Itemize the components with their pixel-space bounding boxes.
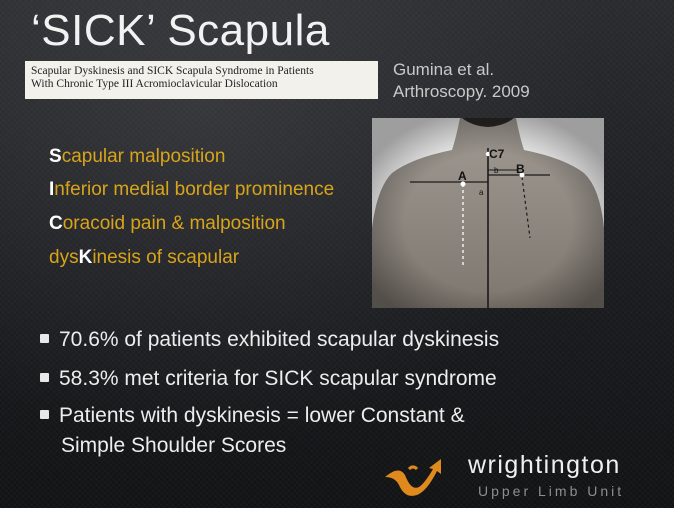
reference-journal: Arthroscopy. 2009 [393, 82, 530, 101]
scapula-photo [372, 118, 604, 308]
slide-title: ‘SICK’ Scapula [31, 6, 330, 55]
acronym-s: Scapular malposition [49, 146, 226, 167]
label-b: B [516, 162, 525, 176]
label-small-b: b [494, 166, 499, 175]
acronym-k: dysKinesis of scapular [49, 247, 240, 268]
paper-title-line2: With Chronic Type III Acromioclavicular Dislocation [31, 78, 278, 90]
bullet-3-continuation: Simple Shoulder Scores [61, 434, 287, 457]
bullet-3: Patients with dyskinesis = lower Constant & [40, 404, 465, 428]
label-small-a: a [479, 188, 484, 197]
bullet-marker-icon [40, 373, 49, 382]
acronym-i: Inferior medial border prominence [49, 179, 335, 200]
logo-subtitle: Upper Limb Unit [478, 483, 625, 499]
acronym-c: Coracoid pain & malposition [49, 213, 286, 234]
bullet-2: 58.3% met criteria for SICK scapular syndrome [40, 367, 497, 391]
bullet-marker-icon [40, 334, 49, 343]
bullet-1: 70.6% of patients exhibited scapular dyskinesis [40, 328, 499, 352]
label-c7: C7 [489, 147, 505, 161]
reference-author: Gumina et al. [393, 60, 495, 79]
logo-wordmark: wrightington [468, 451, 621, 479]
reference [393, 59, 530, 103]
paper-title-box [25, 61, 378, 99]
bullet-marker-icon [40, 410, 49, 419]
paper-title-line1: Scapular Dyskinesis and SICK Scapula Syndrome in Patients [31, 65, 314, 77]
label-a: A [458, 169, 467, 183]
